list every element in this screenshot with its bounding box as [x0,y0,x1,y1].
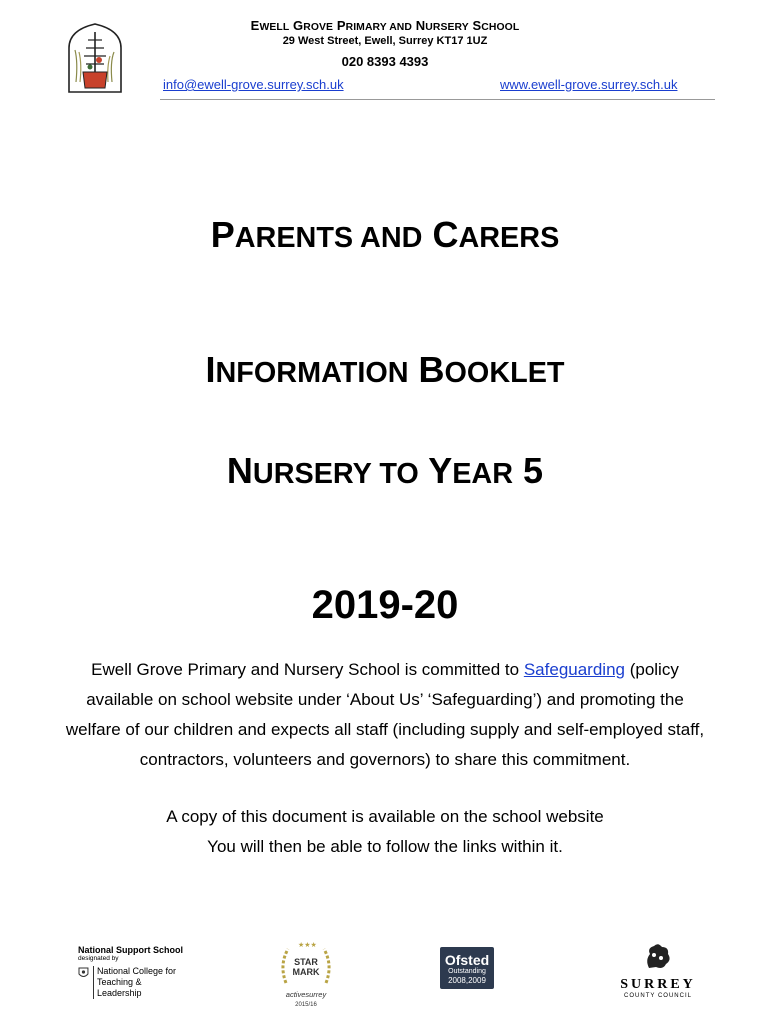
royal-crest-icon [78,966,89,979]
title-nursery-to-year-5: NURSERY TO YEAR 5 [226,450,544,491]
active-surrey-star-mark-logo [276,935,336,1010]
statement-line-3: welfare of our children and expects all staff (including supply and self-employed staff, [65,720,705,739]
safeguarding-link[interactable]: Safeguarding [523,660,625,679]
copy-note-line-1: A copy of this document is available on the school website [166,807,604,826]
statement-line-2: available on school website under ‘About Us’ ‘Safeguarding’) and promoting the [86,690,684,709]
statement-line-4: contractors, volunteers and governors) to share this commitment. [139,750,631,769]
svg-text:2015/16: 2015/16 [295,1002,317,1008]
surrey-county-council-logo: SURREY COUNTY COUNCIL [620,942,696,1002]
statement-line-1: Ewell Grove Primary and Nursery School is committed to Safeguarding (policy [91,660,679,679]
oak-leaf-icon [641,942,675,972]
copy-note-line-2: You will then be able to follow the links within it. [207,837,563,856]
svg-text:MARK: MARK [292,967,320,977]
title-parents-and-carers: PARENTS AND CARERS [210,214,560,255]
svg-text:★★★: ★★★ [298,942,317,949]
school-website-link[interactable]: www.ewell-grove.surrey.sch.uk [500,77,678,92]
copy-note [0,802,770,862]
title-information-booklet: INFORMATION BOOKLET [205,349,565,390]
ofsted-outstanding-logo: Ofsted Outstanding 2008,2009 [440,947,494,989]
title-academic-year: 2019-20 [311,583,459,627]
national-support-school-logo: National Support School designated by National College for Teaching & Leadership [78,945,188,1000]
school-name: EWELL GROVE PRIMARY AND NURSERY SCHOOL [250,18,520,33]
svg-text:STAR: STAR [294,957,318,967]
school-address: 29 West Street, Ewell, Surrey KT17 1UZ [282,35,488,47]
svg-text:activesurrey: activesurrey [285,990,327,999]
safeguarding-statement [0,655,770,775]
school-email-link[interactable]: info@ewell-grove.surrey.sch.uk [163,77,344,92]
school-phone: 020 8393 4393 [341,54,429,69]
header-divider [160,99,715,100]
